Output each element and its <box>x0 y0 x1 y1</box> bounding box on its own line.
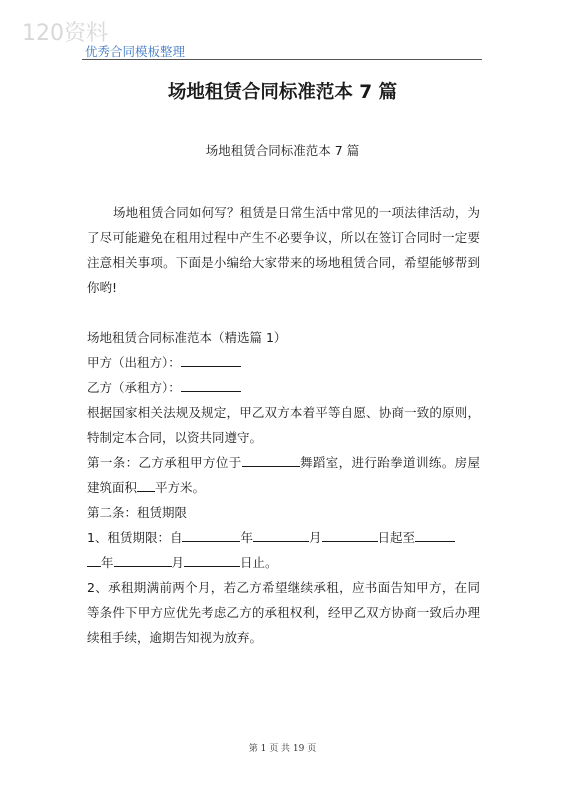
document-body <box>87 200 480 650</box>
article-1-text-b: 舞蹈室，进行跆拳道训练。房屋建筑面积 <box>87 455 480 495</box>
page-number: 第 1 页 共 19 页 <box>248 744 317 754</box>
blank-line <box>114 555 172 567</box>
header-divider <box>82 59 482 60</box>
blank-line <box>253 530 309 542</box>
term-year: 年 <box>240 530 253 545</box>
term-year-2: 年 <box>101 555 114 570</box>
party-a-label: 甲方（出租方）： <box>87 355 181 370</box>
blank-line <box>415 530 455 542</box>
basis-paragraph: 根据国家相关法规及规定，甲乙双方本着平等自愿、协商一致的原则，特制定本合同，以资共同遵守。 <box>87 405 480 445</box>
blank-line <box>181 380 241 392</box>
article-1-text-a: 第一条：乙方承租甲方位于 <box>87 455 242 470</box>
term-start: 日起至 <box>377 530 416 545</box>
blank-line <box>322 530 378 542</box>
article-1-text-c: 平方米。 <box>155 480 206 495</box>
document-subtitle: 场地租赁合同标准范本 7 篇 <box>205 143 360 158</box>
document-title: 场地租赁合同标准范本 7 篇 <box>167 82 398 103</box>
term-month: 月 <box>308 530 322 545</box>
blank-line <box>87 555 101 567</box>
term-2: 2、承租期满前两个月，若乙方希望继续承租，应书面告知甲方，在同等条件下甲方应优先考虑乙方的承租权利，经甲乙双方协商一致后办理续租手续，逾期告知视为放弃。 <box>87 580 480 645</box>
blank-line <box>181 355 241 367</box>
intro-paragraph: 场地租赁合同如何写？租赁是日常生活中常见的一项法律活动，为了尽可能避免在租用过程中产生不必要争议，所以在签订合同时一定要注意相关事项。下面是小编给大家带来的场地租赁合同，希望能够帮到你哟! <box>87 205 480 295</box>
term-1 <box>87 525 480 575</box>
party-b-label: 乙方（承租方）： <box>87 380 181 395</box>
header-subtitle: 优秀合同模板整理 <box>85 44 186 59</box>
party-a-line <box>87 350 480 375</box>
article-2-title: 第二条：租赁期限 <box>87 505 188 520</box>
watermark: 120资料 <box>22 21 108 46</box>
party-b-line <box>87 375 480 400</box>
term-month-2: 月 <box>171 555 185 570</box>
blank-line <box>137 480 155 492</box>
blank-line <box>184 555 240 567</box>
term-1-text: 1、租赁期限：自 <box>87 530 183 545</box>
section-title: 场地租赁合同标准范本（精选篇 1） <box>87 330 287 345</box>
blank-line <box>242 455 300 467</box>
article-1 <box>87 450 480 500</box>
term-end: 日止。 <box>240 555 278 570</box>
blank-line <box>182 530 240 542</box>
